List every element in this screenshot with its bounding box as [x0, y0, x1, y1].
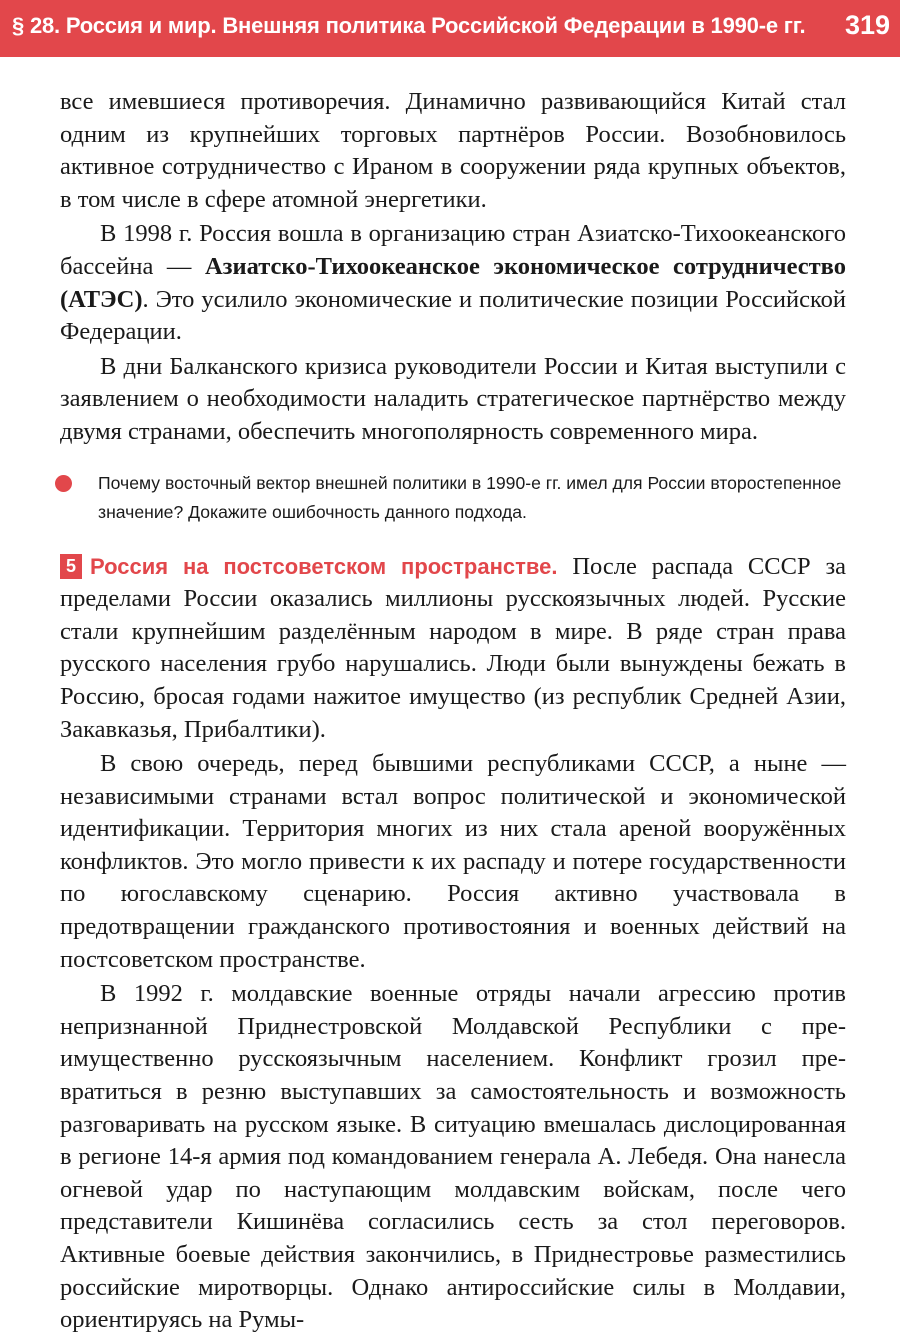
page-header	[0, 0, 900, 57]
paragraph-4	[60, 551, 846, 747]
paragraph-1: все имевшиеся противоречия. Динамично развивающийся Китай стал одним из крупнейших торговых партнёров России. Возобновилось активное сотрудничество с Ираном в сооружении ряда крупных объектов, в том числе в сфере атомной энергетики.	[60, 88, 846, 213]
review-question	[60, 469, 846, 527]
question-bullet-icon	[55, 475, 72, 492]
key-term-apec: Азиатско-Тихоокеанское экономическое сотрудничество (АТЭС)	[60, 252, 846, 313]
paragraph-5: В свою очередь, перед бывшими республиками СССР, а ныне — независимыми странами встал вопрос политической и экономической идентификации. Территория многих из них стала ареной вооружённых конфликтов. Это могло привести к их распаду и потере государственности по югославскому сценарию. Россия активно участвовала в предотвращении гражданского противостояния и военных действий на постсоветском пространстве.	[60, 750, 846, 973]
paragraph-3: В дни Балканского кризиса руководители России и Китая выступили с заявлением о необходимости наладить стратегическое партнёрство между двумя странами, обеспечить многополярность современного мира.	[60, 352, 846, 445]
page-body	[60, 86, 846, 1337]
chapter-title: § 28. Россия и мир. Внешняя политика Российской Федерации в 1990-е гг.	[12, 13, 806, 38]
review-question-text: Почему восточный вектор внешней политики в 1990-е гг. имел для России второстепенное значение? Докажите ошибочность данного подхода.	[98, 472, 842, 522]
paragraph-2-text-end: . Это усилило экономические и политические позиции Российской Федерации.	[60, 285, 846, 346]
section-number-badge: 5	[60, 554, 82, 579]
paragraph-2-text-start: В 1998 г. Россия вошла в организацию стран Азиатско-Тихоокеанского бассейна —	[60, 220, 846, 280]
paragraph-4-text: После распада СССР за пределами России оказались миллионы русскоязычных людей. Русские стали крупнейшим разделённым народом в мире. В ряде стран права русского населения грубо нарушались. Люди были вынуждены бежать в Россию, бросая годами нажитое имущество (из республик Средней Азии, Закавказья, Прибалтики).	[60, 552, 846, 743]
paragraph-6: В 1992 г. молдавские военные отряды начали агрессию против непризнанной Приднестровской Молдавской Республики с преимущественно русскоязычным населением. Конфликт грозил превратиться в резню выступавших за самостоятельность и возможность разговаривать на русском языке. В ситуацию вмешалась дислоцированная в регионе 14-я армия под командованием генерала А. Лебедя. Она нанесла огневой удар по наступающим молдавским войскам, после чего представители Кишинёва согласились сесть за стол переговоров. Активные боевые действия закончились, в Приднестровье разместились российские миротворцы. Однако антироссийские силы в Молдавии, ориентируясь на Румы-	[60, 980, 846, 1334]
section-title: Россия на постсоветском пространстве.	[90, 553, 558, 579]
page-number: 319	[844, 10, 890, 40]
paragraph-2	[60, 218, 846, 348]
